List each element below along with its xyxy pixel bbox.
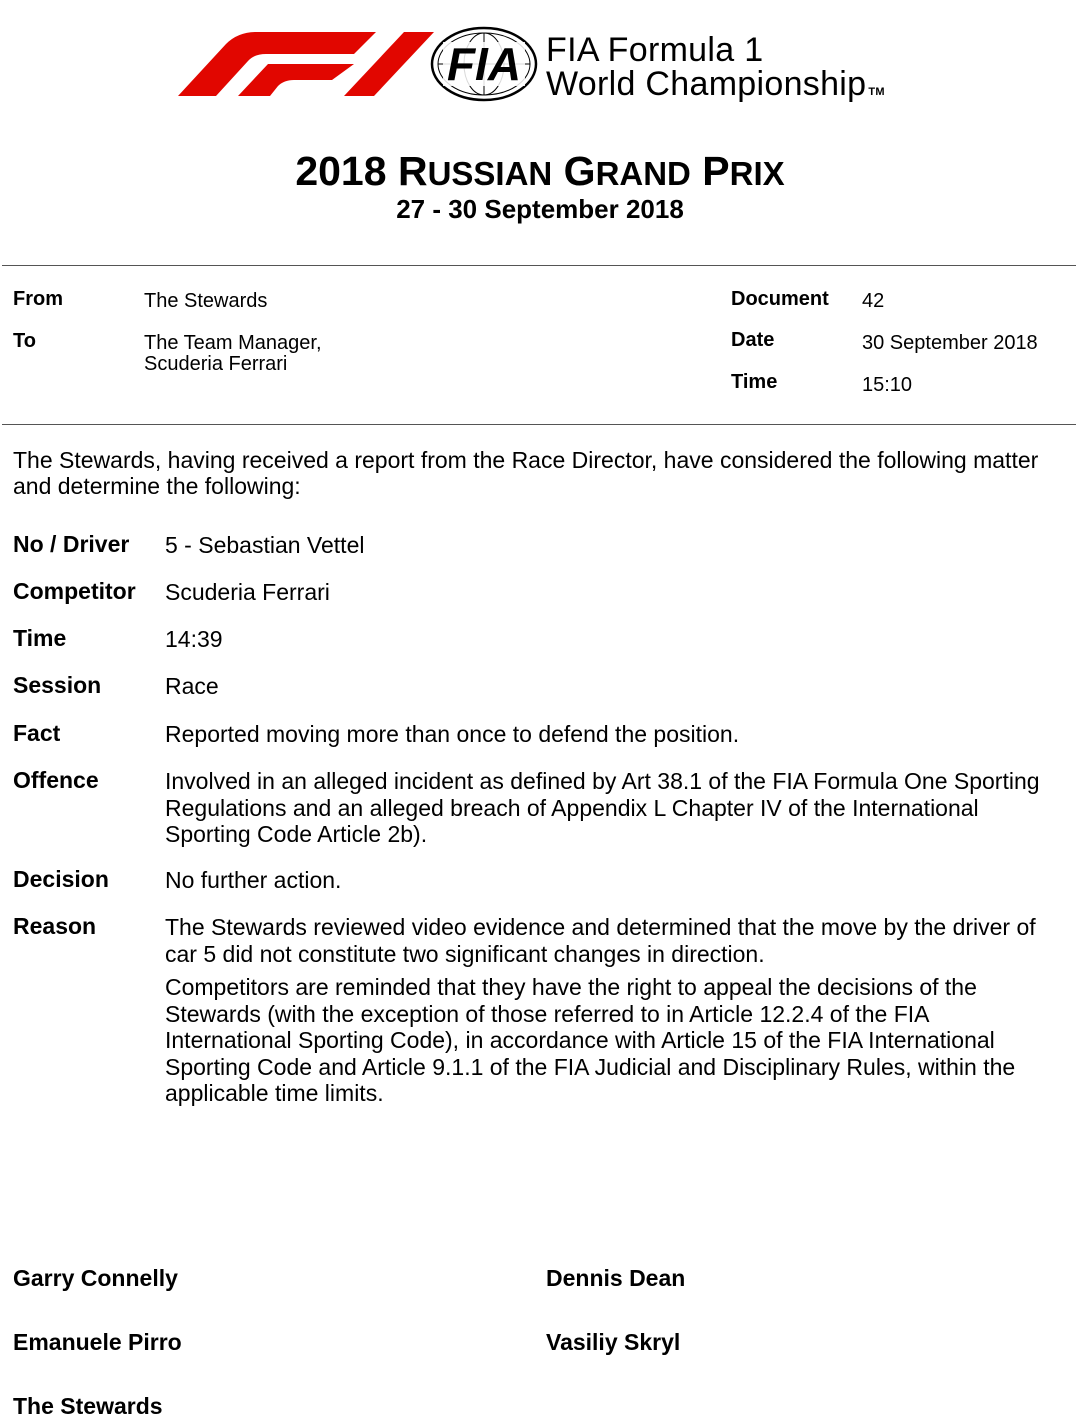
wordmark-line-2-text: World Championship [546,65,867,103]
reason-label: Reason [13,913,97,939]
championship-wordmark [546,33,885,109]
fact-label: Fact [13,720,61,746]
wordmark-line-2 [546,67,885,109]
title-word-3 [702,148,784,194]
f1-logo-icon [176,30,436,98]
intro-text: The Stewards, having received a report from the Race Director, have considered the following matter and determine the following: [13,447,1039,499]
time-value: 15:10 [862,374,913,396]
offence-line-2: Regulations and an alleged breach of Appendix L Chapter IV of the International [165,794,979,821]
appeal-line-4: Sporting Code and Article 9.1.1 of the FIA Judicial and Disciplinary Rules, within the [165,1053,1016,1080]
appeal-line-1: Competitors are reminded that they have the right to appeal the decisions of the [165,974,977,1000]
date-value: 30 September 2018 [862,332,1038,354]
driver-label: No / Driver [13,531,130,557]
offence-line-3: Sporting Code Article 2b). [165,821,428,847]
reason-value [165,914,1065,967]
title-word-3-initial: P [702,148,730,194]
offence-value [165,768,1065,848]
reason-line-1: The Stewards reviewed video evidence and determined that the move by the driver of [165,914,1036,940]
fia-seal-text: FIA [446,38,522,90]
appeal-line-2: Stewards (with the exception of those referred to in Article 12.2.4 of the FIA [165,1000,930,1027]
offence-label: Offence [13,767,99,793]
title-word-1 [398,148,552,194]
competitor-value: Scuderia Ferrari [165,579,330,605]
steward-dennis-dean: Dennis Dean [546,1265,686,1291]
trademark: TM [868,86,885,98]
header-divider [2,265,1076,266]
stewards-footer: The Stewards [13,1393,163,1419]
title-word-2-initial: G [563,148,596,194]
wordmark-line-1: FIA Formula 1 [546,31,764,69]
incident-time-value: 14:39 [165,626,223,652]
document-header [0,0,1080,130]
event-title [0,148,1080,197]
title-word-2-rest: RAND [595,155,691,192]
fact-value: Reported moving more than once to defend the position. [165,721,740,747]
to-value-line-2: Scuderia Ferrari [144,353,288,375]
document-label: Document [731,288,829,310]
to-value-line-1: The Team Manager, [144,332,322,354]
reason-line-2: car 5 did not constitute two significant changes in direction. [165,940,765,967]
steward-vasiliy-skryl: Vasiliy Skryl [546,1329,681,1355]
title-word-1-initial: R [397,148,428,194]
offence-line-1: Involved in an alleged incident as defined by Art 38.1 of the FIA Formula One Sporting [165,768,1040,794]
decision-label: Decision [13,866,109,892]
title-word-2 [564,148,691,194]
document-value: 42 [862,290,885,312]
appeal-line-5: applicable time limits. [165,1080,384,1106]
appeal-line-3: International Sporting Code), in accordance with Article 15 of the FIA International [165,1027,995,1053]
session-label: Session [13,672,102,698]
competitor-label: Competitor [13,578,136,604]
incident-time-label: Time [13,625,67,651]
event-dates: 27 - 30 September 2018 [396,194,684,224]
from-value: The Stewards [144,290,268,312]
appeal-notice [165,974,1065,1107]
session-value: Race [165,673,219,699]
event-year: 2018 [295,148,387,194]
fia-seal-icon [429,26,539,102]
driver-value: 5 - Sebastian Vettel [165,532,365,558]
time-label: Time [731,371,778,393]
steward-garry-connelly: Garry Connelly [13,1265,178,1291]
date-label: Date [731,329,775,351]
meta-divider [2,424,1076,425]
to-label: To [13,330,36,352]
title-word-3-rest: RIX [729,155,785,192]
title-word-1-rest: USSIAN [427,155,553,192]
steward-emanuele-pirro: Emanuele Pirro [13,1329,182,1355]
decision-value: No further action. [165,867,342,893]
from-label: From [13,288,63,310]
